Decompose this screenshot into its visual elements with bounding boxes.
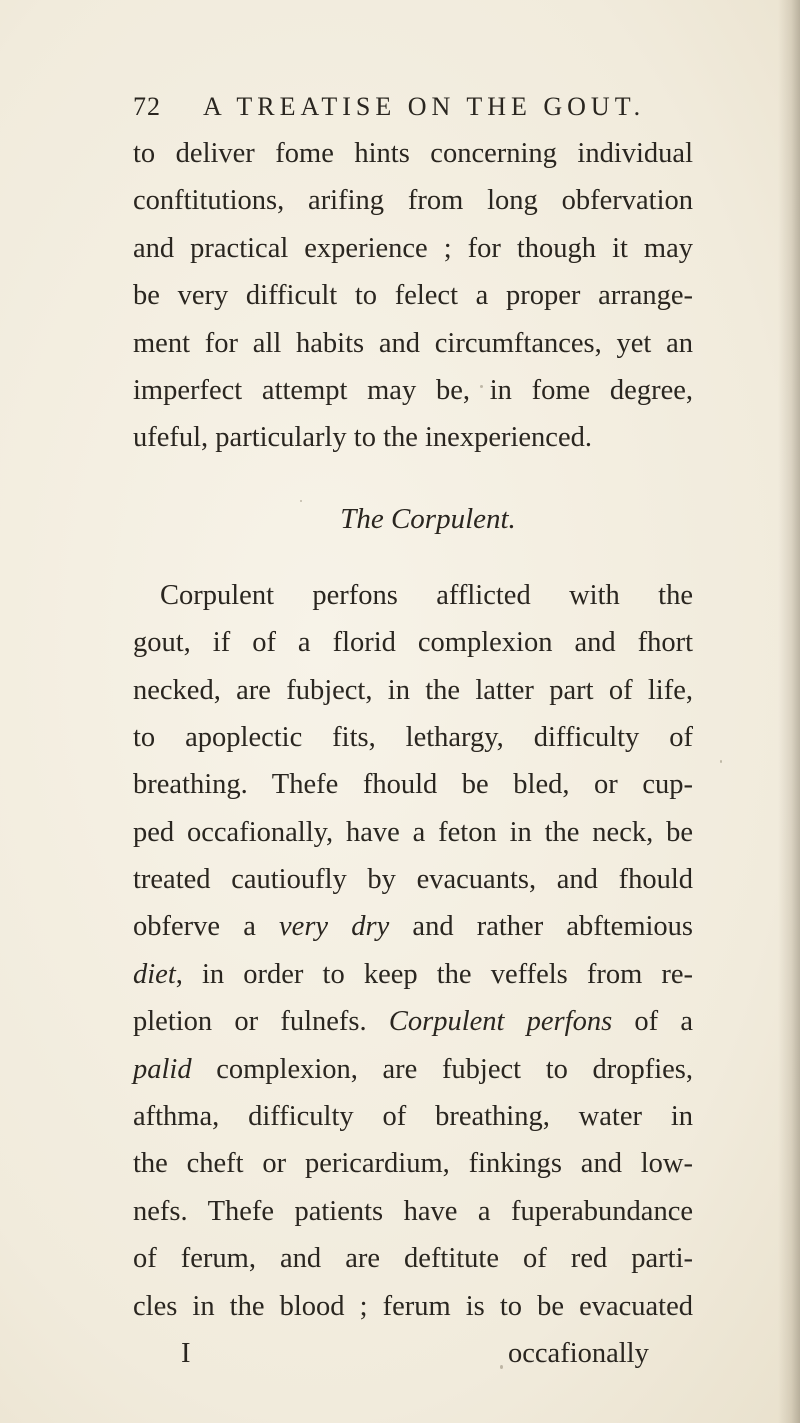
text-line: ufeful, particularly to the inexperienced. [133,422,592,454]
text-line: and practical experience ; for though it may [133,232,693,264]
text-line: nefs. Thefe patients have a fuperabundance [133,1195,693,1227]
text-line: be very difficult to felect a proper arrange- [133,280,693,312]
italic-text-run: diet [133,958,176,990]
text-run: , in order to keep the veffels from re- [175,958,693,990]
text-line: cles in the blood ; ferum is to be evacuated [133,1290,693,1322]
text-line: of ferum, and are deftitute of red parti- [133,1243,693,1275]
text-line: ment for all habits and circumftances, yet an [133,327,693,359]
text-line [133,998,693,1045]
italic-text-run: palid [133,1053,192,1085]
text-line: to apoplectic fits, lethargy, difficulty of [133,721,693,753]
section-heading: The Corpulent. [340,502,516,535]
page-footer [133,1330,693,1377]
text-line: breathing. Thefe fhould be bled, or cup- [133,769,693,801]
body-text [133,130,693,1377]
italic-text-run: very dry [279,911,390,943]
text-line [133,903,693,950]
text-line: imperfect attempt may be, in fome degree, [133,374,693,406]
text-run: complexion, are fubject to dropfies, [191,1053,693,1085]
text-line: treated cautioufly by evacuants, and fhould [133,864,693,896]
page-header [133,92,733,132]
text-line: to deliver fome hints concerning individual [133,138,693,169]
text-run: and rather abftemious [389,911,694,943]
page-number: 72 [133,92,161,121]
text-line: the cheft or pericardium, finkings and low- [133,1148,693,1180]
spacer [133,462,693,494]
running-head: A TREATISE ON THE GOUT. [203,92,646,121]
spacer [133,564,693,572]
text-line: gout, if of a florid complexion and fhort [133,627,693,659]
text-line: ped occafionally, have a feton in the neck, be [133,816,693,848]
text-run: obferve a [133,911,280,943]
text-run: pletion or fulnefs. [133,1006,389,1038]
text-run: of a [612,1006,693,1038]
page-edge-shadow [778,0,800,1423]
signature-mark: I [181,1337,191,1369]
text-line: afthma, difficulty of breathing, water in [133,1101,693,1133]
text-line: Corpulent perfons afflicted with the [160,579,693,611]
text-line [133,1046,693,1093]
paper-speck [720,760,722,763]
text-line: necked, are fubject, in the latter part of life, [133,674,693,706]
text-line: conftitutions, arifing from long obfervation [133,185,693,217]
italic-text-run: Corpulent perfons [388,1006,613,1038]
catchword: occafionally [508,1337,649,1369]
text-line [133,951,693,998]
